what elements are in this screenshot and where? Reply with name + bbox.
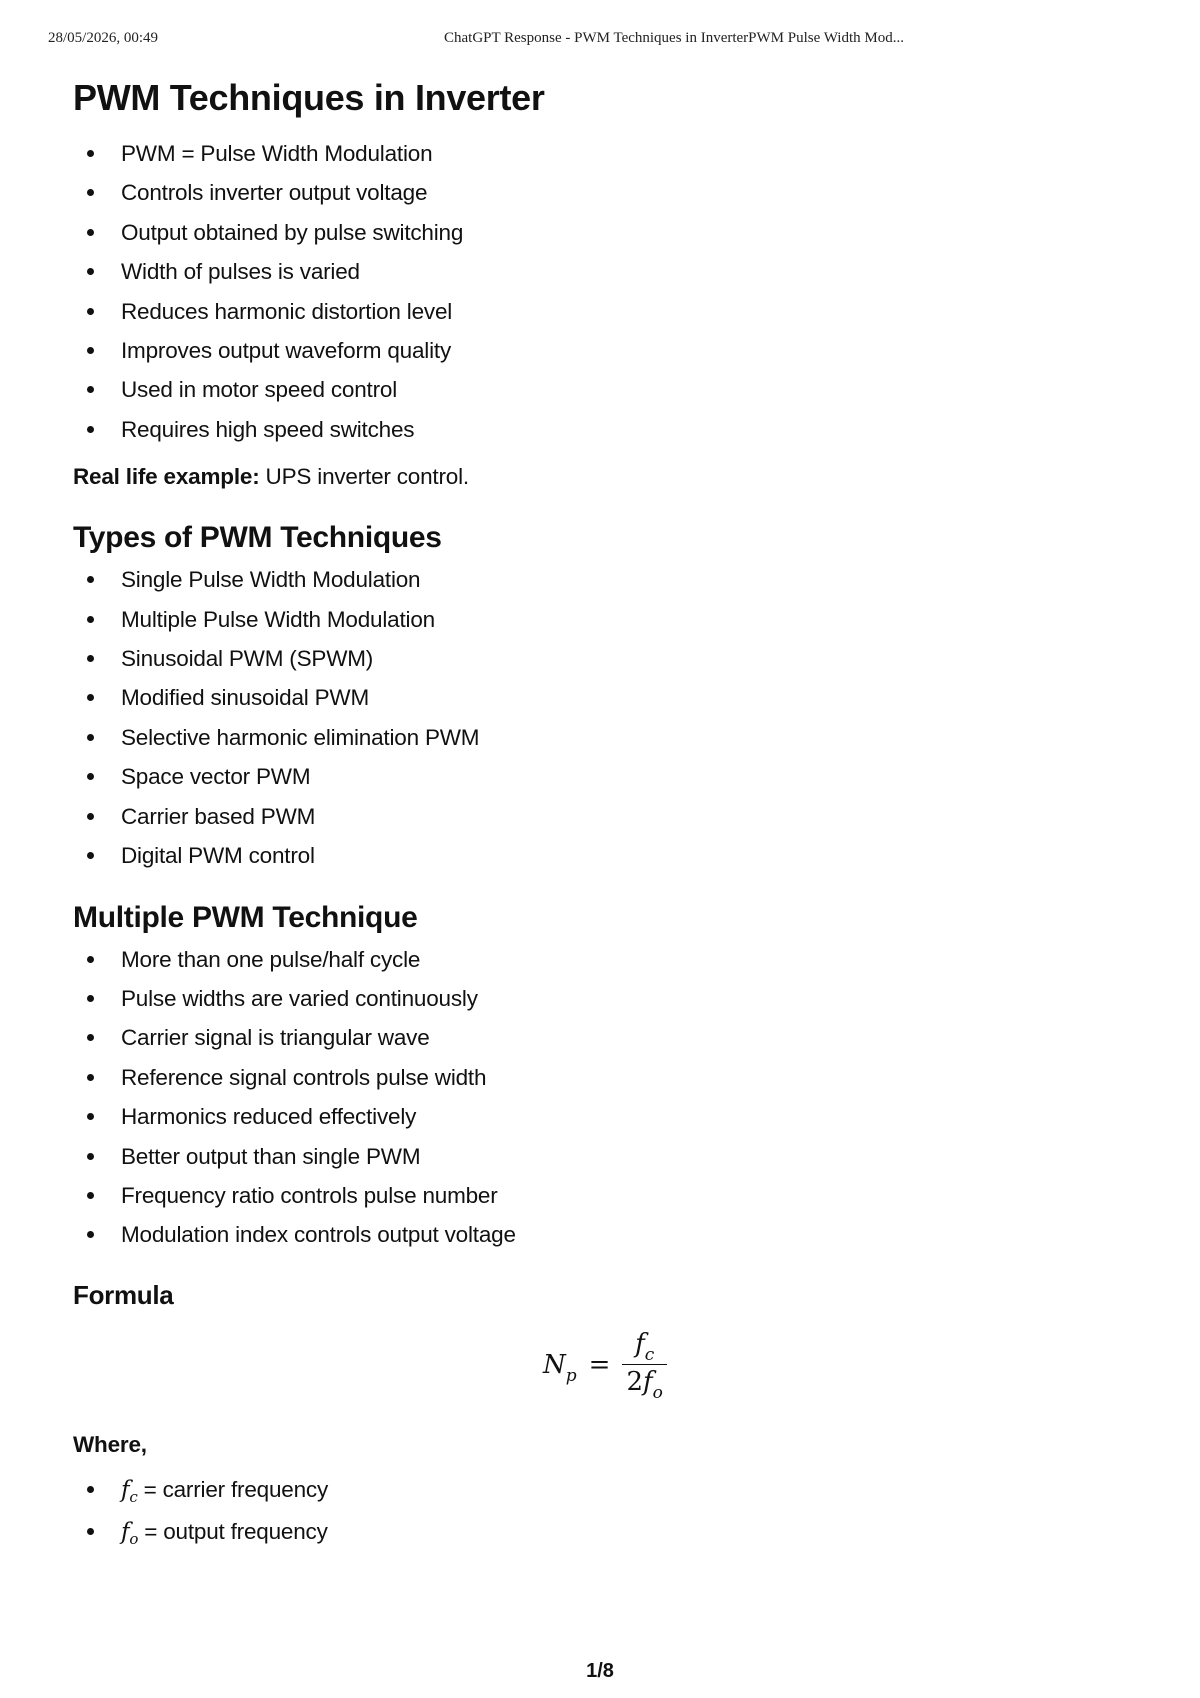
formula-lhs-var: N xyxy=(543,1349,566,1380)
list-item xyxy=(73,252,1113,291)
list-item-text: Frequency ratio controls pulse number xyxy=(121,1182,498,1208)
list-item xyxy=(73,757,1113,796)
list-item xyxy=(73,331,1113,370)
bullet-icon xyxy=(87,1034,94,1041)
list-item xyxy=(73,836,1113,875)
formula-den-var: f xyxy=(642,1367,653,1398)
list-item xyxy=(73,797,1113,836)
example-paragraph xyxy=(73,457,1113,496)
bullet-icon xyxy=(87,1074,94,1081)
list-item-text: More than one pulse/half cycle xyxy=(121,946,421,972)
formula-denominator xyxy=(622,1365,666,1404)
list-item-text: Reference signal controls pulse width xyxy=(121,1064,487,1090)
bullet-icon xyxy=(87,956,94,963)
list-item-text: Pulse widths are varied continuously xyxy=(121,985,478,1011)
list-item-text: Multiple Pulse Width Modulation xyxy=(121,606,435,632)
math-variable xyxy=(121,1476,138,1506)
types-list xyxy=(73,560,1113,875)
list-item xyxy=(73,1470,1113,1512)
list-item-text: = output frequency xyxy=(138,1519,328,1545)
pulse-number-formula xyxy=(543,1328,667,1404)
list-item-text: Carrier based PWM xyxy=(121,803,316,829)
bullet-icon xyxy=(87,1231,94,1238)
bullet-icon xyxy=(87,655,94,662)
math-var-sub: c xyxy=(129,1487,138,1506)
bullet-icon xyxy=(87,616,94,623)
bullet-icon xyxy=(87,268,94,275)
print-title: ChatGPT Response - PWM Techniques in InverterPWM Pulse Width Mod... xyxy=(444,30,904,46)
bullet-icon xyxy=(87,189,94,196)
bullet-icon xyxy=(87,852,94,859)
types-heading: Types of PWM Techniques xyxy=(73,521,442,555)
multiple-heading: Multiple PWM Technique xyxy=(73,900,418,934)
list-item xyxy=(73,560,1113,599)
bullet-icon xyxy=(87,1113,94,1120)
list-item xyxy=(73,600,1113,639)
example-label: Real life example: xyxy=(73,464,260,490)
list-item xyxy=(73,410,1113,449)
formula-num-var: f xyxy=(635,1328,645,1359)
list-item-text: Modified sinusoidal PWM xyxy=(121,685,369,711)
list-item xyxy=(73,940,1113,979)
list-item xyxy=(73,1097,1113,1136)
bullet-icon xyxy=(87,734,94,741)
list-item-text: Controls inverter output voltage xyxy=(121,180,428,206)
bullet-icon xyxy=(87,1528,94,1535)
formula-heading: Formula xyxy=(73,1279,174,1310)
multiple-list xyxy=(73,940,1113,1255)
list-item xyxy=(73,678,1113,717)
formula-num-sub: c xyxy=(644,1344,655,1365)
bullet-icon xyxy=(87,347,94,354)
list-item xyxy=(73,979,1113,1018)
list-item-text: Requires high speed switches xyxy=(121,416,415,442)
list-item-text: Selective harmonic elimination PWM xyxy=(121,724,480,750)
math-var-letter: f xyxy=(121,1519,130,1546)
list-item-text: PWM = Pulse Width Modulation xyxy=(121,141,433,166)
list-item-text: Width of pulses is varied xyxy=(121,259,360,285)
bullet-icon xyxy=(87,386,94,393)
bullet-icon xyxy=(87,813,94,820)
list-item-text: Reduces harmonic distortion level xyxy=(121,298,453,324)
bullet-icon xyxy=(87,1486,94,1493)
list-item xyxy=(73,134,1113,173)
math-var-letter: f xyxy=(121,1476,130,1503)
example-text: UPS inverter control. xyxy=(259,464,469,490)
page-number: 1/8 xyxy=(586,1660,614,1682)
list-item-text: Harmonics reduced effectively xyxy=(121,1104,417,1130)
intro-list xyxy=(73,134,1113,449)
bullet-icon xyxy=(87,308,94,315)
list-item xyxy=(73,370,1113,409)
list-item-text: Used in motor speed control xyxy=(121,377,397,403)
list-item xyxy=(73,1137,1113,1176)
list-item xyxy=(73,1176,1113,1215)
print-header xyxy=(48,30,1152,50)
list-item xyxy=(73,1512,1113,1554)
list-item xyxy=(73,1215,1113,1254)
bullet-icon xyxy=(87,576,94,583)
list-item-text: Single Pulse Width Modulation xyxy=(121,567,421,593)
document-body xyxy=(73,74,1113,1555)
formula-equals: = xyxy=(588,1349,611,1380)
formula-lhs-sub: p xyxy=(565,1365,577,1386)
list-item xyxy=(73,173,1113,212)
math-var-sub: o xyxy=(129,1530,139,1549)
where-list xyxy=(73,1470,1113,1555)
list-item-text: Modulation index controls output voltage xyxy=(121,1222,516,1248)
where-label xyxy=(73,1425,1113,1464)
list-item xyxy=(73,213,1113,252)
bullet-icon xyxy=(87,773,94,780)
list-item xyxy=(73,639,1113,678)
list-item-text: = carrier frequency xyxy=(137,1476,328,1502)
list-item-text: Sinusoidal PWM (SPWM) xyxy=(121,646,374,672)
list-item-text: Space vector PWM xyxy=(121,764,311,790)
list-item-text: Digital PWM control xyxy=(121,843,315,869)
list-item xyxy=(73,1018,1113,1057)
list-item xyxy=(73,718,1113,757)
formula-numerator xyxy=(631,1329,658,1364)
list-item-text: Output obtained by pulse switching xyxy=(121,219,464,245)
list-item xyxy=(73,292,1113,331)
bullet-icon xyxy=(87,426,94,433)
print-datetime: 28/05/2026, 00:49 xyxy=(48,30,159,46)
math-variable xyxy=(121,1519,139,1549)
list-item-text: Carrier signal is triangular wave xyxy=(121,1025,430,1051)
formula-fraction xyxy=(622,1328,666,1404)
bullet-icon xyxy=(87,150,94,157)
list-item xyxy=(73,1058,1113,1097)
page-title: PWM Techniques in Inverter xyxy=(73,77,545,118)
formula-den-sub: o xyxy=(652,1383,663,1404)
where-label-text: Where, xyxy=(73,1431,147,1457)
bullet-icon xyxy=(87,1153,94,1160)
bullet-icon xyxy=(87,1192,94,1199)
formula-block xyxy=(73,1315,1113,1425)
list-item-text: Improves output waveform quality xyxy=(121,338,452,364)
bullet-icon xyxy=(87,995,94,1002)
formula-den-coef: 2 xyxy=(626,1367,643,1398)
bullet-icon xyxy=(87,229,94,236)
bullet-icon xyxy=(87,694,94,701)
formula-lhs xyxy=(543,1349,577,1386)
list-item-text: Better output than single PWM xyxy=(121,1143,421,1169)
